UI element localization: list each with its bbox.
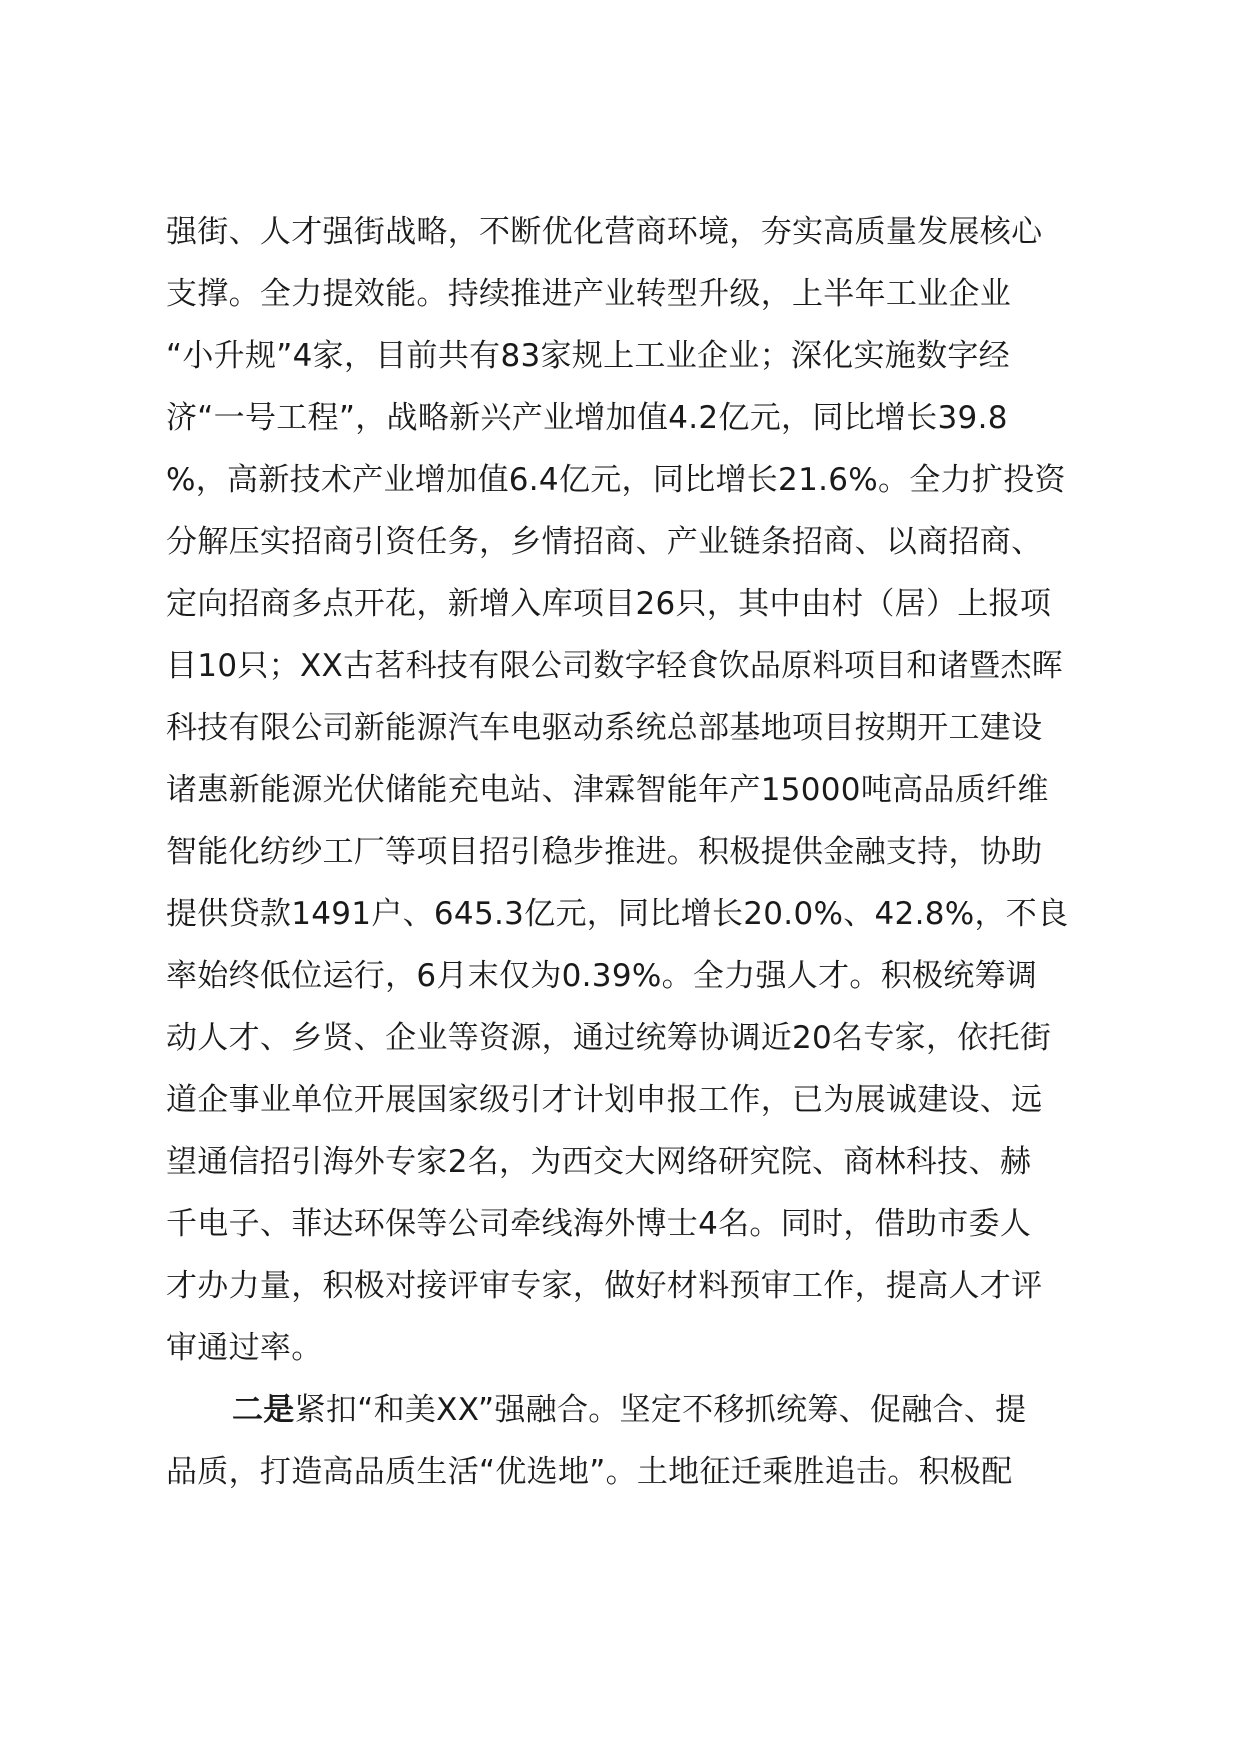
text-line: 济“一号工程”，战略新兴产业增加值4.2亿元，同比增长39.8 [166, 400, 1008, 436]
paragraph-2-first-line [166, 1379, 1126, 1441]
text-line: 才办力量，积极对接评审专家，做好材料预审工作，提高人才评 [166, 1268, 1043, 1304]
text-line: 科技有限公司新能源汽车电驱动系统总部基地项目按期开工建设 [166, 710, 1043, 746]
text-line: 智能化纺纱工厂等项目招引稳步推进。积极提供金融支持，协助 [166, 834, 1043, 870]
text-line: 望通信招引海外专家2名，为西交大网络研究院、商林科技、赫 [166, 1144, 1032, 1180]
text-line: 率始终低位运行，6月末仅为0.39%。全力强人才。积极统筹调 [166, 958, 1038, 994]
text-line: 定向招商多点开花，新增入库项目26只，其中由村（居）上报项 [166, 586, 1052, 622]
text-line: 诸惠新能源光伏储能充电站、津霖智能年产15000吨高品质纤维 [166, 772, 1049, 808]
text-line: “小升规”4家，目前共有83家规上工业企业；深化实施数字经 [166, 338, 1010, 374]
text-line: 千电子、菲达环保等公司牵线海外博士4名。同时，借助市委人 [166, 1206, 1032, 1242]
paragraph-2-text: 紧扣“和美XX”强融合。坚定不移抓统筹、促融合、提 [294, 1392, 1027, 1428]
text-line: 动人才、乡贤、企业等资源，通过统筹协调近20名专家，依托街 [166, 1020, 1052, 1056]
paragraph-lead-label: 二是 [232, 1392, 295, 1428]
text-line: 分解压实招商引资任务，乡情招商、产业链条招商、以商招商、 [166, 524, 1043, 560]
text-line: 目10只；XX古茗科技有限公司数字轻食饮品原料项目和诸暨杰晖 [166, 648, 1063, 684]
text-line: 支撑。全力提效能。持续推进产业转型升级，上半年工业企业 [166, 276, 1012, 312]
text-line: 强街、人才强街战略，不断优化营商环境，夯实高质量发展核心 [166, 214, 1043, 250]
body-text [166, 201, 1126, 1503]
text-line: %，高新技术产业增加值6.4亿元，同比增长21.6%。全力扩投资 [166, 462, 1066, 498]
text-line: 提供贷款1491户、645.3亿元，同比增长20.0%、42.8%，不良 [166, 896, 1069, 932]
text-line: 道企事业单位开展国家级引才计划申报工作，已为展诚建设、远 [166, 1082, 1043, 1118]
text-line: 品质，打造高品质生活“优选地”。土地征迁乘胜追击。积极配 [166, 1454, 1013, 1490]
text-line: 审通过率。 [166, 1330, 323, 1366]
